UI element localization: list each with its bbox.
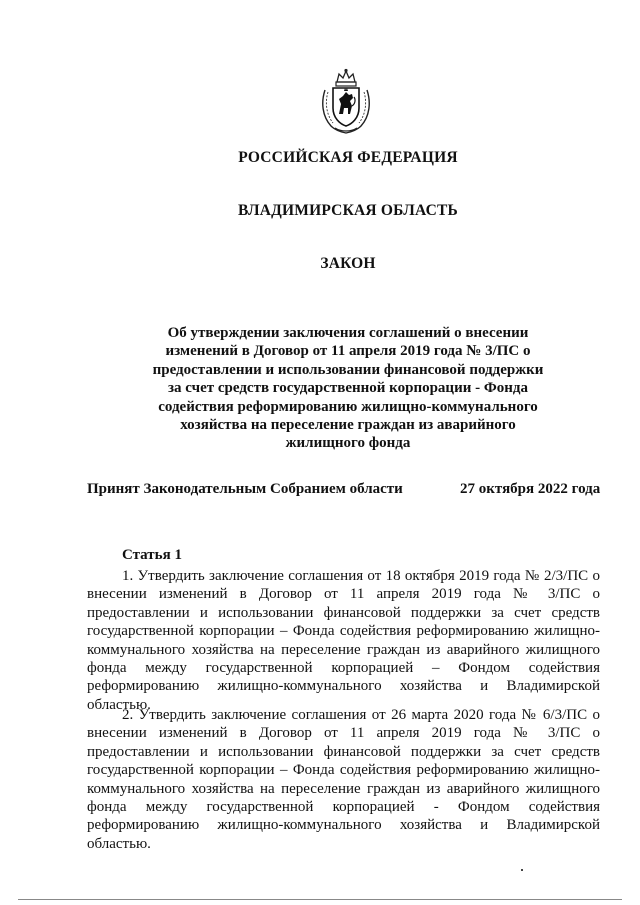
doc-type-heading: ЗАКОН	[320, 255, 376, 272]
article-paragraph-1: 1. Утвердить заключение соглашения от 18 октября 2019 года № 2/3/ПС о внесении изменений в Договор от 11 апреля 2019 года № 3/ПС о предоставлении и использовании финансовой поддержки за счет средств государственной корпорации – Фонда содействия реформированию жилищно-коммунального хозяйства на переселение граждан из аварийного жилищного фонда между государственной корпорацией – Фондом содействия реформированию жилищно-коммунального хозяйства и Владимирской областью.	[87, 568, 600, 713]
adopted-date: 27 октября 2022 года	[460, 481, 601, 497]
region-heading: ВЛАДИМИРСКАЯ ОБЛАСТЬ	[238, 202, 458, 219]
article-paragraph-2: 2. Утвердить заключение соглашения от 26 марта 2020 года № 6/3/ПС о внесении изменений в Договор от 11 апреля 2019 года № 3/ПС о предоставлении и использовании финансовой поддержки за счет средств государственной корпорации – Фонда содействия реформированию жилищно-коммунального хозяйства на переселение граждан из аварийного жилищного фонда между государственной корпорацией - Фондом содействия реформированию жилищно-коммунального хозяйства и Владимирской областью.	[87, 707, 600, 852]
article-heading: Статья 1	[122, 547, 182, 563]
adopted-by: Принят Законодательным Собранием области	[87, 481, 403, 497]
coat-of-arms-icon	[319, 68, 373, 134]
bottom-rule	[18, 899, 622, 900]
law-title: Об утверждении заключения соглашений о внесении изменений в Договор от 11 апреля 2019 года № 3/ПС о предоставлении и использовании финансовой поддержки за счет средств государственной корпорации - Фонда содействия реформированию жилищно-коммунального хозяйства на переселение граждан из аварийного жилищного фонда	[152, 325, 544, 452]
scan-speck	[521, 869, 523, 871]
country-heading: РОССИЙСКАЯ ФЕДЕРАЦИЯ	[238, 149, 458, 166]
